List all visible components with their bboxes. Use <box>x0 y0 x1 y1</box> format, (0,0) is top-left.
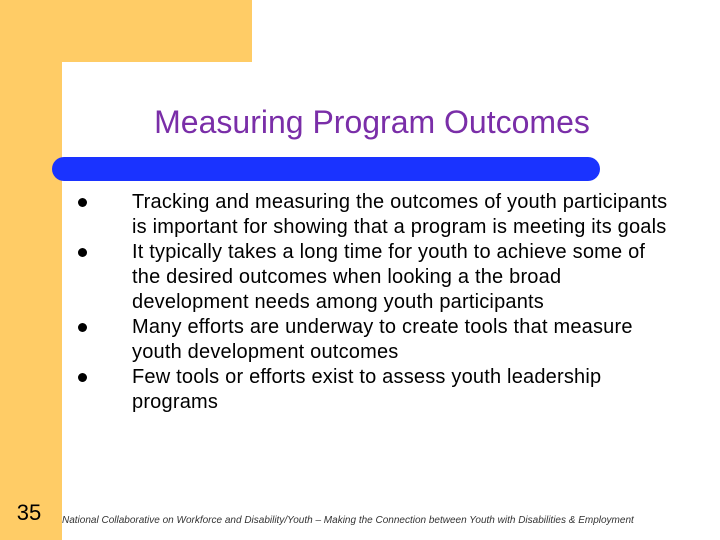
footer-text: National Collaborative on Workforce and Disability/Youth – Making the Connection between Youth with Disabilities & Employment <box>62 515 634 526</box>
bullet-list <box>78 190 678 415</box>
bullet-text: Few tools or efforts exist to assess youth leadership programs <box>132 366 602 413</box>
title-rule <box>52 157 600 181</box>
bullet-item <box>78 365 678 415</box>
bullet-icon <box>78 373 87 382</box>
bullet-text: It typically takes a long time for youth to achieve some of the desired outcomes when looking a the broad development needs among youth participants <box>132 241 646 313</box>
bullet-text: Many efforts are underway to create tools that measure youth development outcomes <box>132 316 633 363</box>
bullet-icon <box>78 248 87 257</box>
bullet-item <box>78 240 678 315</box>
bullet-item <box>78 190 678 240</box>
slide-number: 35 <box>16 500 42 525</box>
bullet-item <box>78 315 678 365</box>
top-accent-band <box>0 0 252 62</box>
slide-title: Measuring Program Outcomes <box>154 104 590 140</box>
left-accent-band <box>0 0 62 540</box>
bullet-icon <box>78 323 87 332</box>
bullet-icon <box>78 198 87 207</box>
bullet-text: Tracking and measuring the outcomes of youth participants is important for showing that a program is meeting its goals <box>132 191 668 238</box>
